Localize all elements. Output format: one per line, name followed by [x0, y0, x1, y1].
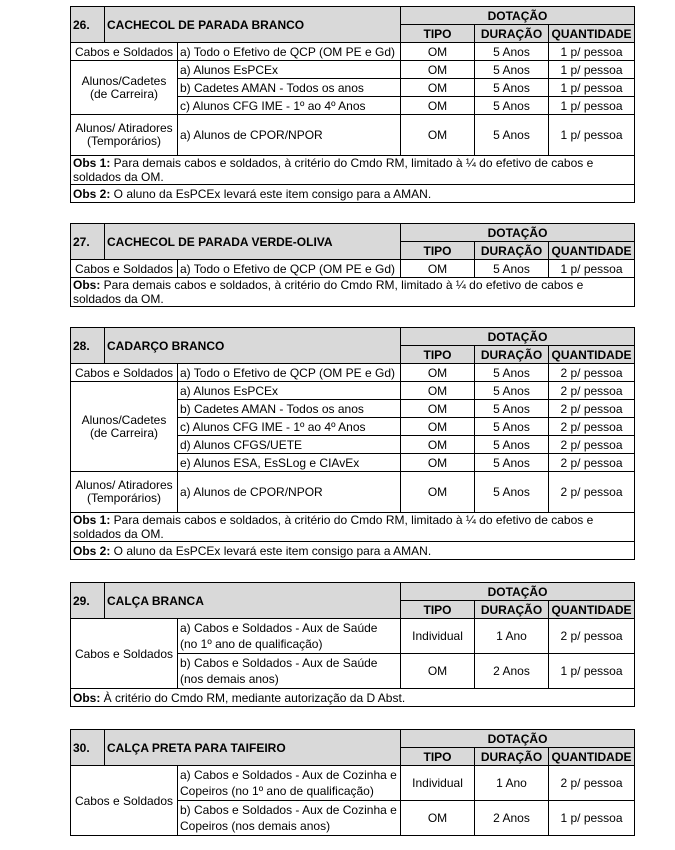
row-quantidade: 2 p/ pessoa [549, 619, 635, 654]
row-quantidade: 1 p/ pessoa [549, 115, 635, 156]
row-duracao: 5 Anos [475, 61, 549, 79]
row-duracao: 5 Anos [475, 364, 549, 382]
header-quantidade: QUANTIDADE [549, 25, 635, 43]
row-quantidade: 1 p/ pessoa [549, 79, 635, 97]
item-table-29 [70, 582, 635, 707]
item-number: 28. [71, 328, 105, 364]
row-tipo: OM [401, 654, 475, 689]
row-description: c) Alunos CFG IME - 1º ao 4º Anos [178, 97, 401, 115]
row-quantidade: 1 p/ pessoa [549, 43, 635, 61]
header-quantidade: QUANTIDADE [549, 748, 635, 766]
header-dotacao: DOTAÇÃO [401, 224, 635, 242]
row-tipo: OM [401, 61, 475, 79]
observation-label: Obs 1: [73, 156, 111, 170]
row-quantidade: 1 p/ pessoa [549, 260, 635, 278]
header-duracao: DURAÇÃO [475, 242, 549, 260]
section-spacer [70, 307, 634, 327]
row-duracao: 5 Anos [475, 436, 549, 454]
row-duracao: 5 Anos [475, 79, 549, 97]
item-number: 26. [71, 7, 105, 43]
row-description: b) Cadetes AMAN - Todos os anos [178, 400, 401, 418]
observation-label: Obs: [73, 690, 101, 705]
observation-label: Obs: [73, 278, 101, 292]
group-label: Alunos/ Atiradores (Temporários) [71, 472, 178, 513]
row-quantidade: 2 p/ pessoa [549, 436, 635, 454]
item-title: CACHECOL DE PARADA VERDE-OLIVA [105, 224, 401, 260]
observation-note [71, 156, 635, 185]
row-description: a) Cabos e Soldados - Aux de Cozinha e Copeiros (no 1º ano de qualificação) [178, 766, 401, 801]
header-tipo: TIPO [401, 748, 475, 766]
header-dotacao: DOTAÇÃO [401, 328, 635, 346]
group-label: Cabos e Soldados [71, 364, 178, 382]
observation-text: Para demais cabos e soldados, à critério do Cmdo RM, limitado à ¼ do efetivo de cabos e soldados da OM. [73, 278, 584, 306]
header-duracao: DURAÇÃO [475, 748, 549, 766]
table-row [71, 115, 635, 156]
observation-note [71, 185, 635, 203]
observation-note [71, 542, 635, 560]
row-quantidade: 2 p/ pessoa [549, 454, 635, 472]
row-tipo: OM [401, 472, 475, 513]
observation-text: Para demais cabos e soldados, à critério do Cmdo RM, limitado à ¼ do efetivo de cabos e soldados da OM. [73, 156, 594, 184]
table-row [71, 619, 635, 654]
header-quantidade: QUANTIDADE [549, 242, 635, 260]
observation-label: Obs 2: [73, 543, 111, 558]
row-tipo: OM [401, 97, 475, 115]
group-label: Cabos e Soldados [71, 43, 178, 61]
row-description: a) Alunos EsPCEx [178, 382, 401, 400]
row-duracao: 5 Anos [475, 260, 549, 278]
observation-label: Obs 1: [73, 513, 111, 527]
row-quantidade: 1 p/ pessoa [549, 654, 635, 689]
row-quantidade: 2 p/ pessoa [549, 418, 635, 436]
document-page [70, 6, 634, 836]
header-dotacao: DOTAÇÃO [401, 730, 635, 748]
row-tipo: OM [401, 260, 475, 278]
row-description: b) Cadetes AMAN - Todos os anos [178, 79, 401, 97]
section-spacer [70, 560, 634, 582]
item-table-30 [70, 729, 635, 836]
row-tipo: OM [401, 43, 475, 61]
item-title: CACHECOL DE PARADA BRANCO [105, 7, 401, 43]
table-row [71, 43, 635, 61]
section-spacer [70, 707, 634, 729]
row-duracao: 5 Anos [475, 382, 549, 400]
row-description: e) Alunos ESA, EsSLog e CIAvEx [178, 454, 401, 472]
row-description: a) Todo o Efetivo de QCP (OM PE e Gd) [178, 260, 401, 278]
table-row [71, 382, 635, 400]
row-duracao: 5 Anos [475, 43, 549, 61]
item-table-26 [70, 6, 635, 203]
section-spacer [70, 203, 634, 223]
table-row [71, 766, 635, 801]
row-quantidade: 2 p/ pessoa [549, 382, 635, 400]
header-dotacao: DOTAÇÃO [401, 7, 635, 25]
observation-note [71, 689, 635, 707]
row-description: a) Alunos de CPOR/NPOR [178, 472, 401, 513]
row-description: a) Alunos de CPOR/NPOR [178, 115, 401, 156]
header-tipo: TIPO [401, 242, 475, 260]
table-row [71, 260, 635, 278]
row-tipo: OM [401, 115, 475, 156]
header-duracao: DURAÇÃO [475, 346, 549, 364]
header-tipo: TIPO [401, 25, 475, 43]
item-number: 27. [71, 224, 105, 260]
row-description: a) Todo o Efetivo de QCP (OM PE e Gd) [178, 364, 401, 382]
header-quantidade: QUANTIDADE [549, 346, 635, 364]
row-duracao: 5 Anos [475, 115, 549, 156]
row-tipo: OM [401, 364, 475, 382]
row-tipo: OM [401, 801, 475, 836]
header-tipo: TIPO [401, 601, 475, 619]
row-duracao: 5 Anos [475, 400, 549, 418]
row-duracao: 1 Ano [475, 766, 549, 801]
item-title: CALÇA BRANCA [105, 583, 401, 619]
row-description: d) Alunos CFGS/UETE [178, 436, 401, 454]
item-table-28 [70, 327, 635, 560]
observation-text: O aluno da EsPCEx levará este item consigo para a AMAN. [110, 543, 432, 558]
observation-label: Obs 2: [73, 186, 111, 201]
observation-text: O aluno da EsPCEx levará este item consigo para a AMAN. [110, 186, 432, 201]
group-label: Alunos/Cadetes (de Carreira) [71, 61, 178, 115]
row-duracao: 5 Anos [475, 454, 549, 472]
row-quantidade: 2 p/ pessoa [549, 400, 635, 418]
observation-text: Para demais cabos e soldados, à critério do Cmdo RM, limitado à ¼ do efetivo de cabos e soldados da OM. [73, 513, 594, 541]
row-description: c) Alunos CFG IME - 1º ao 4º Anos [178, 418, 401, 436]
header-tipo: TIPO [401, 346, 475, 364]
row-description: b) Cabos e Soldados - Aux de Cozinha e Copeiros (nos demais anos) [178, 801, 401, 836]
item-title: CALÇA PRETA PARA TAIFEIRO [105, 730, 401, 766]
row-tipo: OM [401, 418, 475, 436]
table-row [71, 472, 635, 513]
row-description: a) Alunos EsPCEx [178, 61, 401, 79]
observation-note [71, 513, 635, 542]
row-tipo: Individual [401, 619, 475, 654]
row-duracao: 5 Anos [475, 97, 549, 115]
item-table-27 [70, 223, 635, 307]
row-tipo: OM [401, 436, 475, 454]
header-dotacao: DOTAÇÃO [401, 583, 635, 601]
row-description: b) Cabos e Soldados - Aux de Saúde (nos demais anos) [178, 654, 401, 689]
row-quantidade: 1 p/ pessoa [549, 801, 635, 836]
header-duracao: DURAÇÃO [475, 25, 549, 43]
row-duracao: 1 Ano [475, 619, 549, 654]
item-number: 29. [71, 583, 105, 619]
group-label: Cabos e Soldados [71, 260, 178, 278]
row-duracao: 2 Anos [475, 801, 549, 836]
row-tipo: Individual [401, 766, 475, 801]
header-duracao: DURAÇÃO [475, 601, 549, 619]
header-quantidade: QUANTIDADE [549, 601, 635, 619]
row-tipo: OM [401, 79, 475, 97]
row-tipo: OM [401, 382, 475, 400]
table-row [71, 61, 635, 79]
row-duracao: 5 Anos [475, 472, 549, 513]
table-row [71, 364, 635, 382]
row-quantidade: 2 p/ pessoa [549, 364, 635, 382]
observation-text: À critério do Cmdo RM, mediante autorização da D Abst. [100, 690, 406, 705]
row-quantidade: 2 p/ pessoa [549, 766, 635, 801]
row-quantidade: 2 p/ pessoa [549, 472, 635, 513]
group-label: Alunos/Cadetes (de Carreira) [71, 382, 178, 472]
group-label: Cabos e Soldados [71, 619, 178, 689]
item-title: CADARÇO BRANCO [105, 328, 401, 364]
observation-note [71, 278, 635, 307]
row-duracao: 2 Anos [475, 654, 549, 689]
row-duracao: 5 Anos [475, 418, 549, 436]
row-description: a) Cabos e Soldados - Aux de Saúde (no 1º ano de qualificação) [178, 619, 401, 654]
row-tipo: OM [401, 454, 475, 472]
row-quantidade: 1 p/ pessoa [549, 97, 635, 115]
group-label: Alunos/ Atiradores (Temporários) [71, 115, 178, 156]
row-quantidade: 1 p/ pessoa [549, 61, 635, 79]
group-label: Cabos e Soldados [71, 766, 178, 836]
row-tipo: OM [401, 400, 475, 418]
row-description: a) Todo o Efetivo de QCP (OM PE e Gd) [178, 43, 401, 61]
item-number: 30. [71, 730, 105, 766]
